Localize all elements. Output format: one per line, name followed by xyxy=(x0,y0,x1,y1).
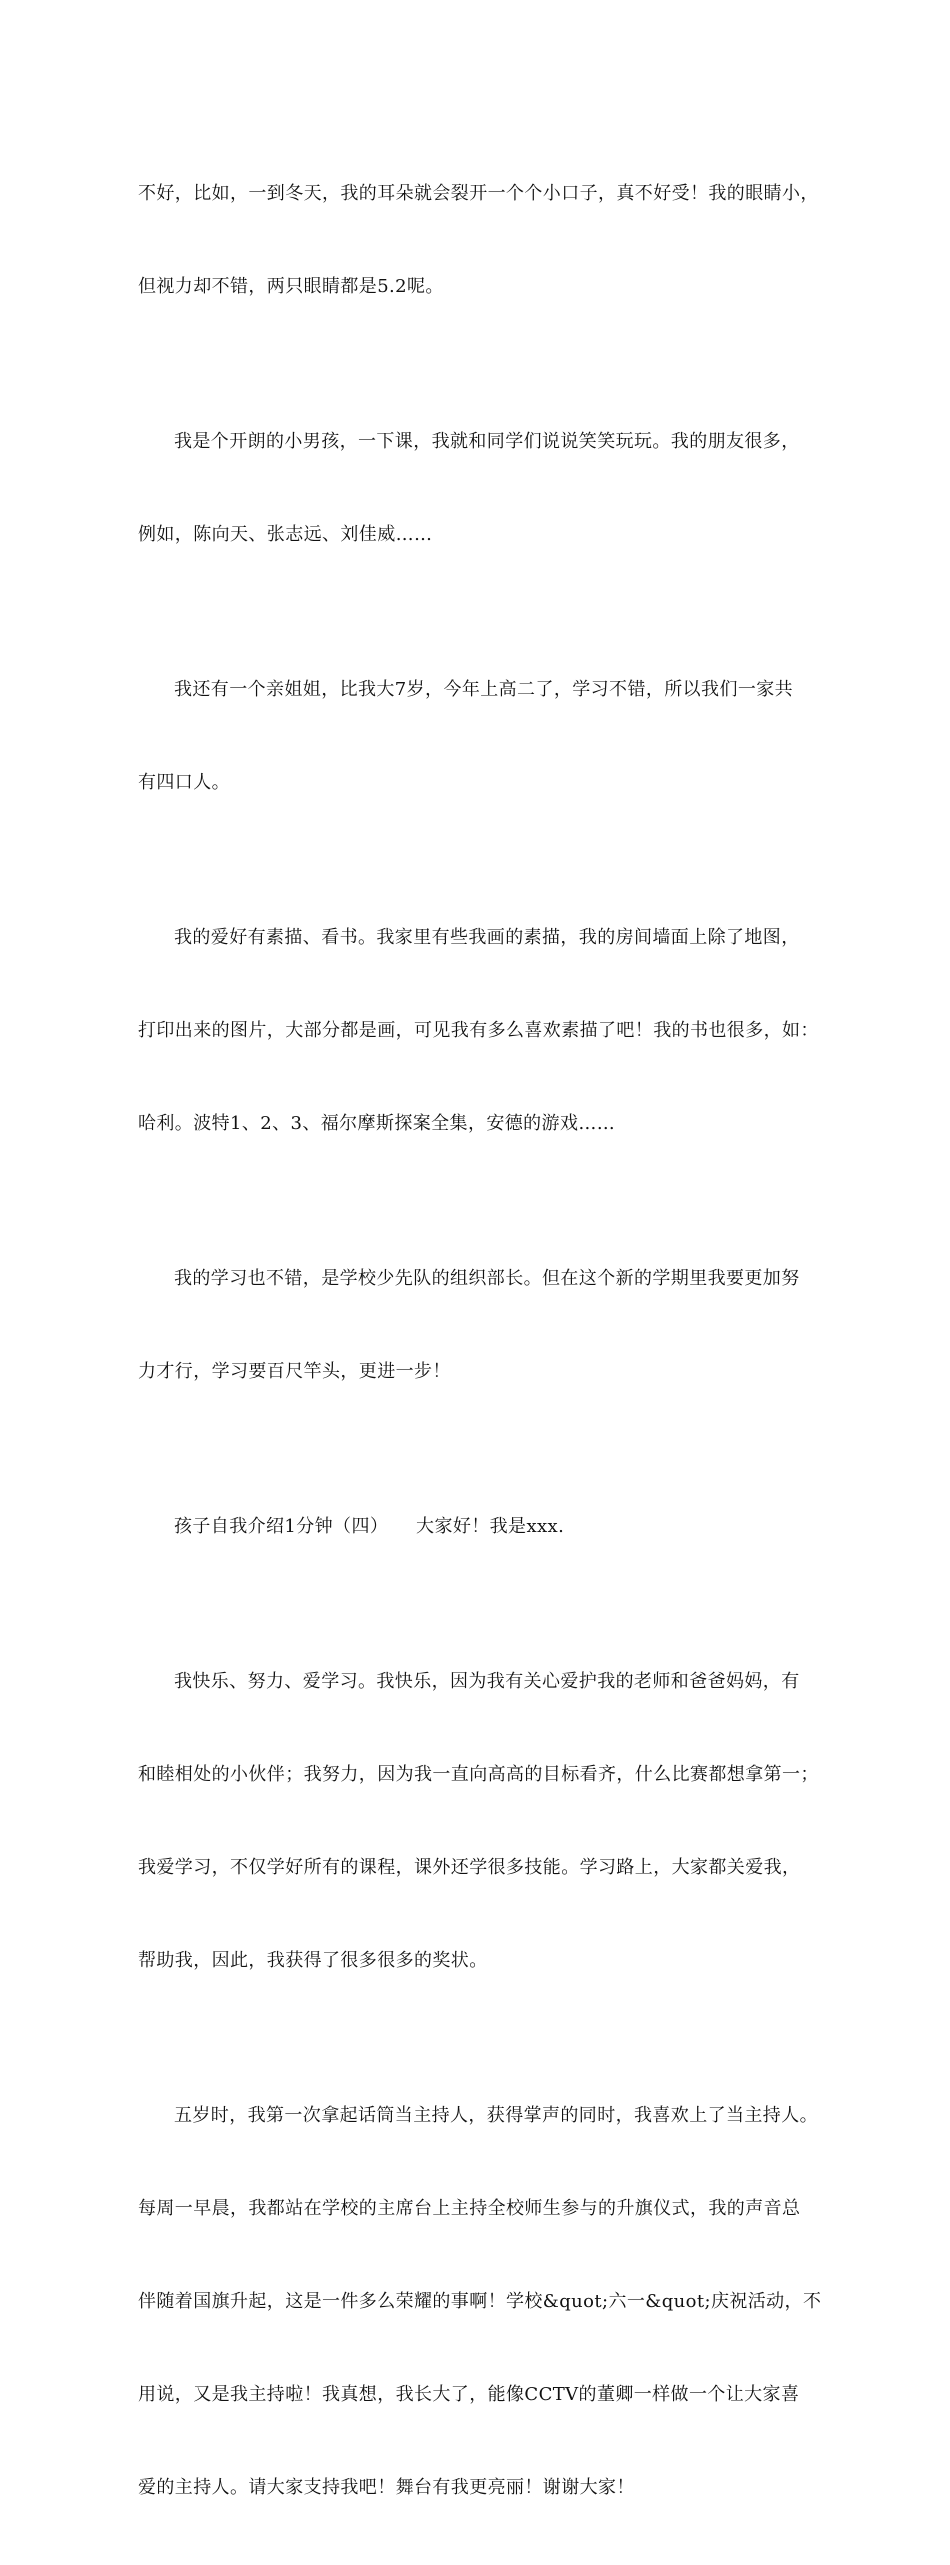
paragraph-7 xyxy=(138,1604,838,2038)
paragraph-4 xyxy=(138,860,838,1201)
paragraph-5 xyxy=(138,1201,838,1449)
section-heading xyxy=(138,1449,838,1604)
text-line: 帮助我，因此，我获得了很多很多的奖状。 xyxy=(138,1950,488,1971)
text-line: 我的学习也不错，是学校少先队的组织部长。但在这个新的学期里我要更加努 xyxy=(174,1268,800,1289)
text-line: 孩子自我介绍1分钟（四） 大家好！我是xxx. xyxy=(174,1516,565,1537)
document-body xyxy=(138,116,838,2565)
text-line: 我快乐、努力、爱学习。我快乐，因为我有关心爱护我的老师和爸爸妈妈，有 xyxy=(174,1671,800,1692)
text-line: 我爱学习，不仅学好所有的课程，课外还学很多技能。学习路上，大家都关爱我， xyxy=(138,1857,801,1878)
text-line: 力才行，学习要百尺竿头，更进一步！ xyxy=(138,1361,451,1382)
paragraph-3 xyxy=(138,612,838,860)
text-line: 伴随着国旗升起，这是一件多么荣耀的事啊！学校&quot;六一&quot;庆祝活动，不 xyxy=(138,2291,822,2312)
text-line: 不好，比如，一到冬天，我的耳朵就会裂开一个个小口子，真不好受！我的眼睛小， xyxy=(138,183,819,204)
paragraph-2 xyxy=(138,364,838,612)
text-line: 和睦相处的小伙伴；我努力，因为我一直向高高的目标看齐，什么比赛都想拿第一； xyxy=(138,1764,819,1785)
paragraph-1 xyxy=(138,116,838,364)
text-line: 用说，又是我主持啦！我真想，我长大了，能像CCTV的董卿一样做一个让大家喜 xyxy=(138,2384,800,2405)
text-line: 爱的主持人。请大家支持我吧！舞台有我更亮丽！谢谢大家！ xyxy=(138,2477,635,2498)
text-line: 我还有一个亲姐姐，比我大7岁，今年上高二了，学习不错，所以我们一家共 xyxy=(174,679,794,700)
text-line: 我是个开朗的小男孩，一下课，我就和同学们说说笑笑玩玩。我的朋友很多， xyxy=(174,431,800,452)
text-line: 有四口人。 xyxy=(138,772,230,793)
paragraph-8 xyxy=(138,2038,838,2565)
text-line: 打印出来的图片，大部分都是画，可见我有多么喜欢素描了吧！我的书也很多，如： xyxy=(138,1020,819,1041)
text-line: 例如，陈向天、张志远、刘佳威…… xyxy=(138,524,433,545)
text-line: 我的爱好有素描、看书。我家里有些我画的素描，我的房间墙面上除了地图， xyxy=(174,927,800,948)
text-line: 但视力却不错，两只眼睛都是5.2呢。 xyxy=(138,276,444,297)
text-line: 每周一早晨，我都站在学校的主席台上主持全校师生参与的升旗仪式，我的声音总 xyxy=(138,2198,801,2219)
text-line: 哈利。波特1、2、3、福尔摩斯探案全集，安德的游戏…… xyxy=(138,1113,616,1134)
text-line: 五岁时，我第一次拿起话筒当主持人，获得掌声的同时，我喜欢上了当主持人。 xyxy=(174,2105,818,2126)
